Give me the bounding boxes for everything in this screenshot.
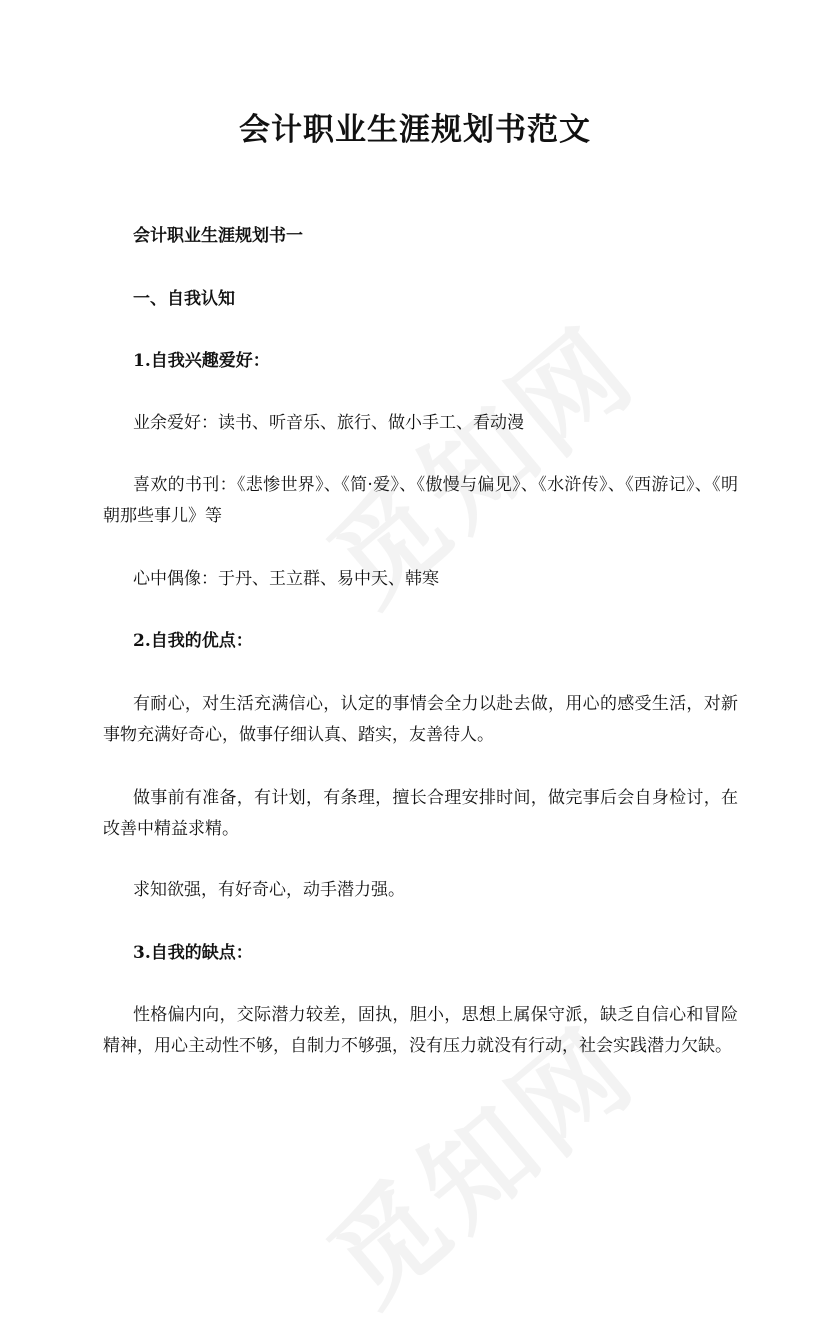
subsection-heading: 2.自我的优点： [133, 631, 253, 651]
paragraph: 有耐心，对生活充满信心，认定的事情会全力以赴去做，用心的感受生活，对新事物充满好奇心，做事仔细认真、踏实，友善待人。 [103, 694, 738, 745]
paragraph: 性格偏内向，交际潜力较差，固执，胆小，思想上属保守派，缺乏自信心和冒险精神，用心主动性不够，自制力不够强，没有压力就没有行动，社会实践潜力欠缺。 [103, 1005, 738, 1056]
paragraph: 求知欲强，有好奇心，动手潜力强。 [133, 880, 405, 900]
document-title: 会计职业生涯规划书范文 [239, 112, 591, 148]
subsection-heading: 1.自我兴趣爱好： [133, 351, 270, 371]
paragraph: 心中偶像：于丹、王立群、易中天、韩寒 [133, 569, 439, 589]
paragraph: 喜欢的书刊：《悲惨世界》、《简·爱》、《傲慢与偏见》、《水浒传》、《西游记》、《明朝那些事儿》等 [103, 475, 738, 526]
subsection-heading: 3.自我的缺点： [133, 943, 253, 963]
section-heading: 会计职业生涯规划书一 [133, 226, 303, 246]
section-heading: 一、自我认知 [133, 289, 235, 309]
paragraph: 业余爱好：读书、听音乐、旅行、做小手工、看动漫 [133, 413, 524, 433]
paragraph: 做事前有准备，有计划，有条理，擅长合理安排时间，做完事后会自身检讨，在改善中精益求精。 [103, 788, 738, 839]
